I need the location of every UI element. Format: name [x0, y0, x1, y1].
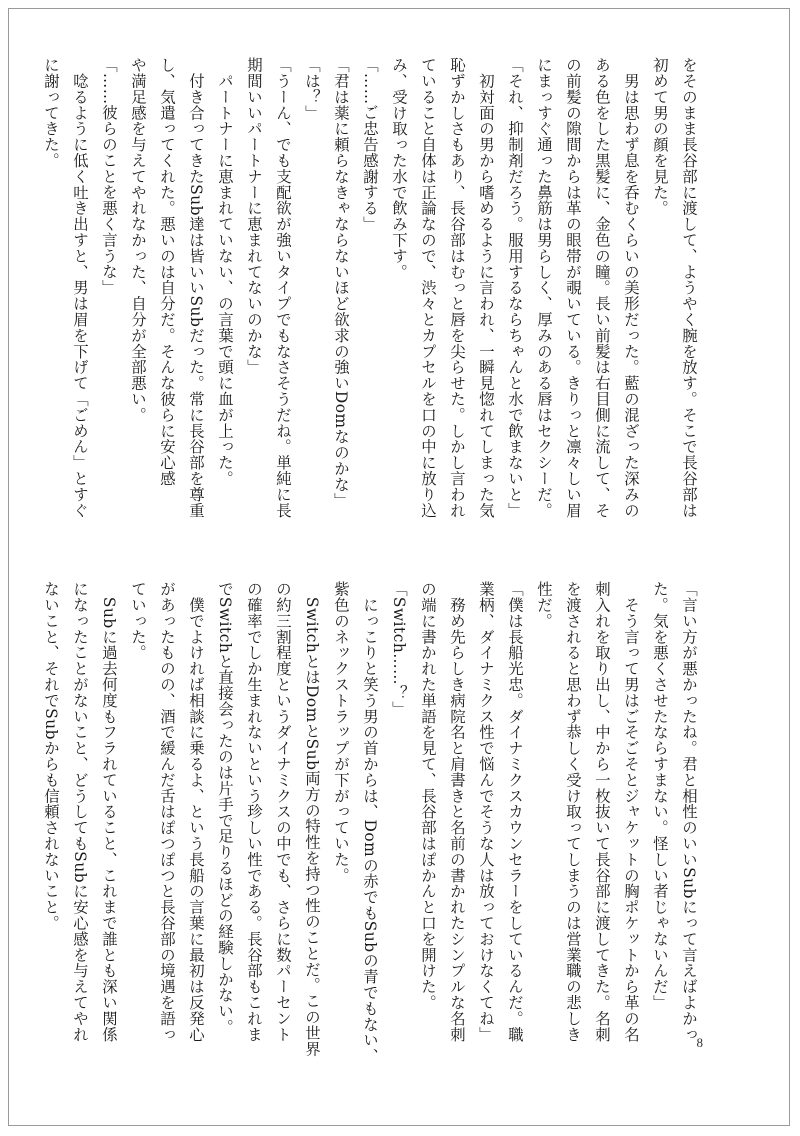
text-line: 「うーん、でも支配欲が強いタイプでもなさそうだね。単純に長 [274, 57, 292, 519]
text-line: パートナーに恵まれていない、の言葉で頭に血が上った。 [216, 57, 234, 487]
text-line: の約三割程度というダイナミクスの中でも、さらに数パーセント [274, 581, 292, 1043]
text-line: 紫色のネックストラップが下がっていた。 [332, 581, 350, 884]
text-block-bottom [42, 581, 703, 1077]
text-line: SwitchとはDomとSub両方の特性を持つ性のことだ。この世界 [303, 581, 321, 1057]
text-line: 期間いいパートナーに恵まれてないのかな」 [245, 57, 263, 375]
text-line: をそのまま長谷部に渡して、ようやく腕を放す。そこで長谷部は [680, 57, 698, 519]
text-line: 「Switch……？」 [390, 581, 408, 717]
text-line: ていった。 [129, 581, 147, 661]
text-line: し、気遣ってくれた。悪いのは自分だ。そんな彼らに安心感 [158, 57, 176, 487]
page-number: 8 [696, 1035, 703, 1050]
text-line: そう言って男はごそごそとジャケットの胸ポケットから革の名 [622, 581, 640, 1043]
text-line: 僕でよければ相談に乗るよ、という長船の言葉に最初は反発心 [187, 581, 205, 1043]
text-line: でSwitchと直接会ったのは片手で足りるほどの経験しかない。 [216, 581, 234, 1035]
page-frame [8, 8, 790, 1126]
text-line: にまっすぐ通った鼻筋は男らしく、厚みのある唇はセクシーだ。 [535, 57, 553, 519]
text-line: 務め先らしき病院名と肩書きと名前の書かれたシンプルな名刺 [448, 581, 466, 1043]
text-line: 男は思わず息を呑むくらいの美形だった。藍の混ざった深みの [622, 57, 640, 519]
text-line: を渡されると思わず恭しく受け取ってしまうのは営業職の悲しき [564, 581, 582, 1043]
text-line: 「言い方が悪かったね。君と相性のいいSubにって言えばよかっ [680, 581, 698, 1043]
text-line: み、受け取った水で飲み下す。 [390, 57, 408, 280]
text-line: 「君は薬に頼らなきゃならないほど欲求の強いDomなのかな」 [332, 57, 350, 509]
text-line: の前髪の隙間からは革の眼帯が覗いている。きりっと凛々しい眉 [564, 57, 582, 519]
text-line: 「……彼らのことを悪く言うな」 [100, 57, 118, 296]
text-line: にっこりと笑う男の首からは、Domの赤でもSubの青でもない、 [361, 581, 379, 1064]
text-line: になったことがないこと、どうしてもSubに安心感を与えてやれ [71, 581, 89, 1043]
text-line: 付き合ってきたSub達は皆いいSubだった。常に長谷部を尊重 [187, 57, 205, 519]
text-line: 「僕は長船光忠。ダイナミクスカウンセラーをしているんだ。職 [506, 581, 524, 1043]
text-line: ないこと、それでSubからも信頼されないこと。 [42, 581, 60, 931]
text-line: Subに過去何度もフラれていること、これまで誰とも深い関係 [100, 581, 118, 1043]
text-line: に謝ってきた。 [42, 57, 60, 169]
text-line: 「……ご忠告感謝する」 [361, 57, 379, 232]
text-line: の確率でしか生まれないという珍しい性である。長谷部もこれま [245, 581, 263, 1043]
text-line: 恥ずかしさもあり、長谷部はむっと唇を尖らせた。しかし言われ [448, 57, 466, 519]
text-line: 性だ。 [535, 581, 553, 629]
text-line: の端に書かれた単語を見て、長谷部はぽかんと口を開けた。 [419, 581, 437, 1011]
text-line: ていること自体は正論なので、渋々とカプセルを口の中に放り込 [419, 57, 437, 519]
text-line: 唸るように低く吐き出すと、男は眉を下げて「ごめん」とすぐ [71, 57, 89, 519]
text-line: 初対面の男から嗜めるように言われ、一瞬見惚れてしまった気 [477, 57, 495, 519]
text-block-top [42, 57, 703, 553]
text-line: た。気を悪くさせたならすまない。怪しい者じゃないんだ」 [651, 581, 669, 1011]
text-line: ある色をした黒髪に、金色の瞳。長い前髪は右目側に流して、そ [593, 57, 611, 519]
text-line: があったものの、酒で緩んだ舌はぽつぽつと長谷部の境遇を語っ [158, 581, 176, 1043]
text-line: 初めて男の顔を見た。 [651, 57, 669, 216]
text-line: 業柄、ダイナミクス性で悩んでそうな人は放っておけなくてね」 [477, 581, 495, 1043]
text-line: 刺入れを取り出し、中から一枚抜いて長谷部に渡してきた。名刺 [593, 581, 611, 1043]
text-line: や満足感を与えてやれなかった、自分が全部悪い。 [129, 57, 147, 423]
text-line: 「それ、抑制剤だろう。服用するならちゃんと水で飲まないと」 [506, 57, 524, 519]
text-line: 「は？」 [303, 57, 321, 121]
